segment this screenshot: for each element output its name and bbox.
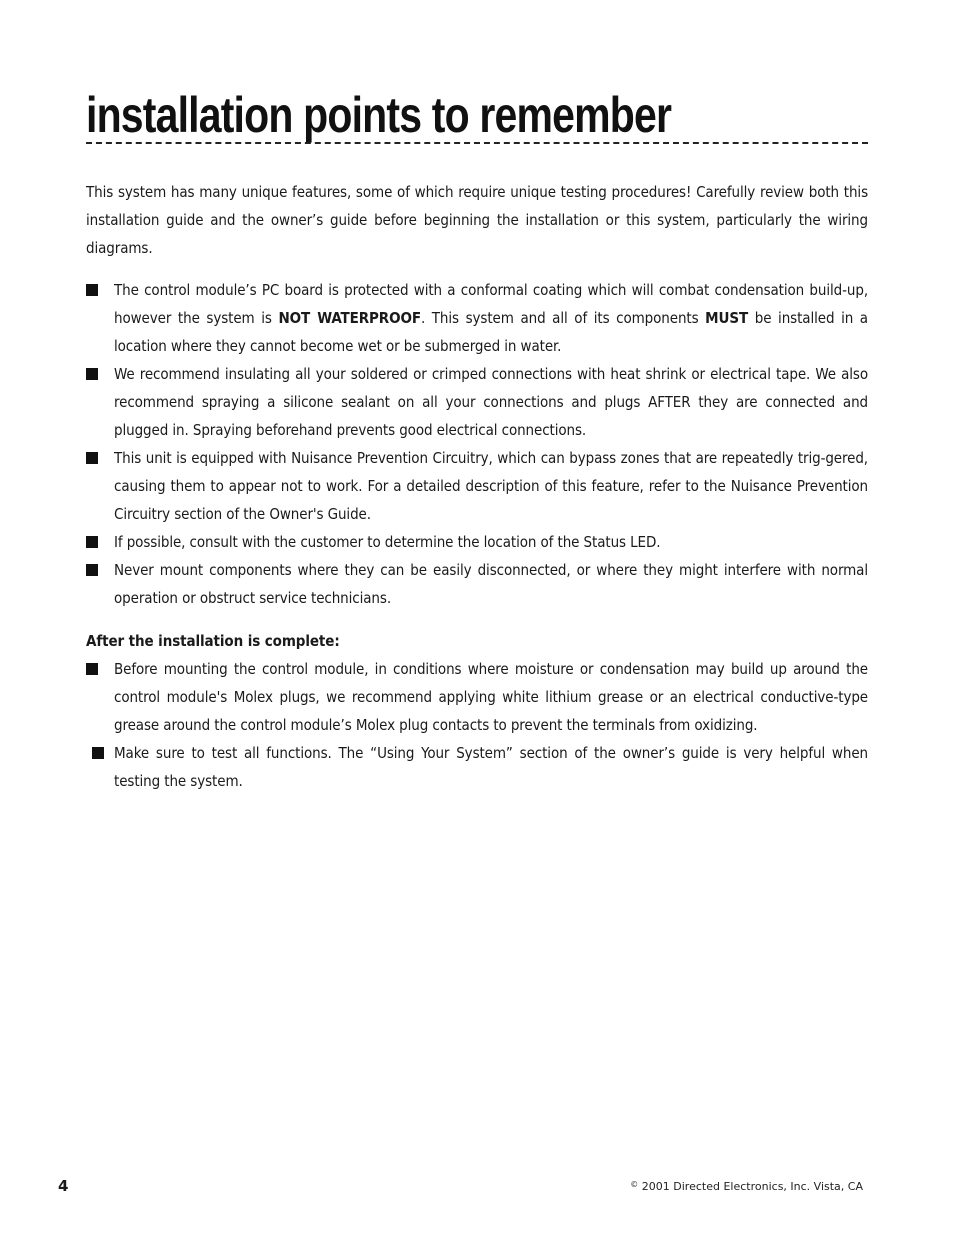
list-item (86, 276, 868, 360)
copyright-symbol: © (630, 1180, 639, 1189)
square-bullet-icon (86, 536, 98, 548)
square-bullet-icon (86, 368, 98, 380)
bullet-text: We recommend insulating all your soldered or crimped connections with heat shrink or electrical tape. We also recommend spraying a silicone sealant on all your connections and plugs AFTER they are connected and plugged in. Spraying beforehand prevents good electrical connections. (114, 365, 868, 439)
square-bullet-icon (86, 452, 98, 464)
bold-text: NOT WATERPROOF (278, 309, 421, 327)
after-installation-list (86, 655, 868, 795)
copyright-notice (630, 1180, 863, 1193)
title-rule (86, 82, 868, 144)
page-number: 4 (58, 1177, 69, 1195)
square-bullet-icon (86, 284, 98, 296)
intro-paragraph: This system has many unique features, some of which require unique testing procedures! Carefully review both this installation guide and the owner’s guide before beginning the installation or this system, particularly the wiring diagrams. (86, 183, 868, 257)
list-item (86, 528, 868, 556)
main-content (86, 178, 868, 795)
list-item (86, 360, 868, 444)
list-item (86, 739, 868, 795)
bold-text: MUST (705, 309, 749, 327)
bullet-text: Before mounting the control module, in conditions where moisture or condensation may build up around the control module's Molex plugs, we recommend applying white lithium grease or an electrical conductive-type grease around the control module’s Molex plug contacts to prevent the terminals from oxidizing. (114, 660, 868, 734)
after-installation-heading: After the installation is complete: (86, 632, 340, 650)
bullet-text: This unit is equipped with Nuisance Prevention Circuitry, which can bypass zones that are repeatedly trig-gered, causing them to appear not to work. For a detailed description of this feature, refer to the Nuisance Prevention Circuitry section of the Owner's Guide. (114, 449, 868, 523)
list-item (86, 444, 868, 528)
bullet-text: be installed in a location where they cannot become wet or be submerged in water. (114, 309, 868, 355)
copyright-text: 2001 Directed Electronics, Inc. Vista, CA (638, 1180, 863, 1193)
bullet-text: . This system and all of its components (420, 309, 706, 327)
square-bullet-icon (86, 564, 98, 576)
bullet-text: Never mount components where they can be easily disconnected, or where they might interfere with normal operation or obstruct service technicians. (114, 561, 868, 607)
bullet-text: Make sure to test all functions. The “Using Your System” section of the owner’s guide is very helpful when testing the system. (114, 744, 868, 790)
square-bullet-icon (92, 747, 104, 759)
points-list (86, 276, 868, 612)
page-title: installation points to remember (86, 87, 672, 143)
square-bullet-icon (86, 663, 98, 675)
bullet-text: If possible, consult with the customer to determine the location of the Status LED. (114, 533, 661, 551)
list-item (86, 655, 868, 739)
list-item (86, 556, 868, 612)
bullet-text: The control module’s PC board is protected with a conformal coating which will combat condensation build-up, however the system is (114, 281, 868, 327)
